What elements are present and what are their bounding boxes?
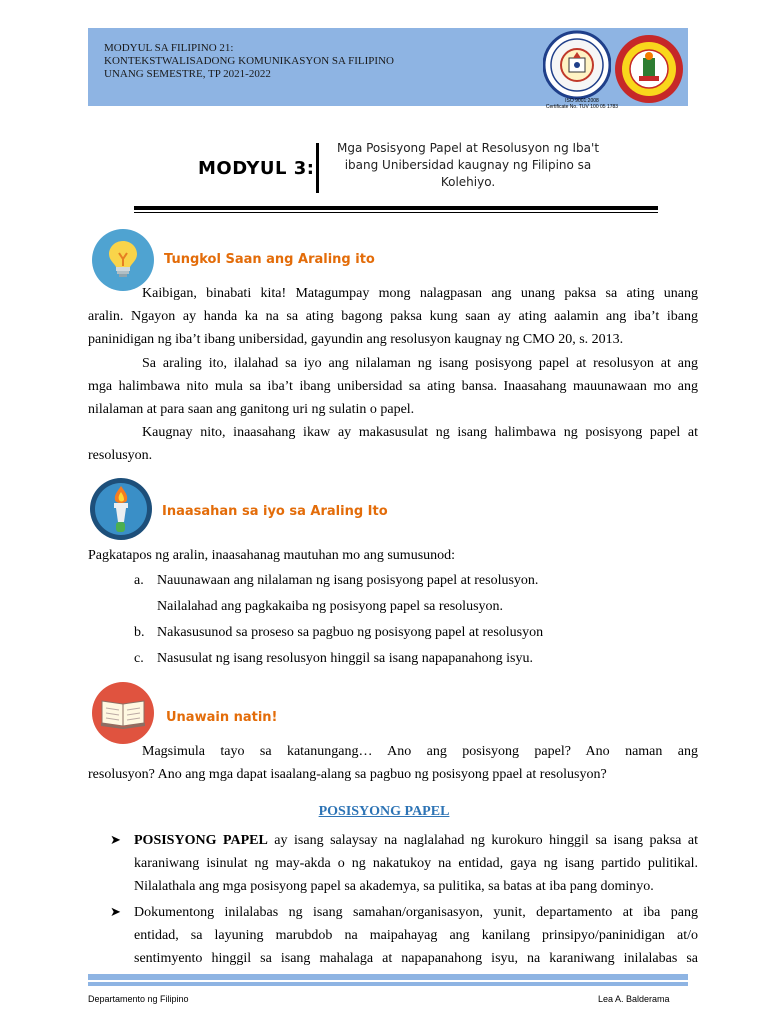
section3-paragraph-1	[88, 740, 698, 786]
arrow-bullet-icon: ➤	[110, 833, 121, 848]
university-seal-logo	[543, 30, 611, 100]
module-title-line-3: Kolehiyo.	[440, 175, 496, 189]
module-title	[328, 140, 608, 191]
module-label: MODYUL 3:	[198, 158, 315, 179]
section-heading-tungkol: Tungkol Saan ang Araling ito	[164, 252, 375, 267]
module-divider	[316, 143, 319, 193]
bullet-posisyong-papel	[134, 829, 698, 898]
header-line-1: MODYUL SA FILIPINO 21:	[104, 42, 234, 54]
list-item: Nakasusunod sa proseso sa pagbuo ng posisyong papel at resolusyon	[157, 625, 544, 640]
iso-certificate-number: Certificate No. TUV 100 05 1783	[545, 104, 619, 110]
list-marker: c.	[134, 651, 144, 666]
footer-band-thin	[88, 982, 688, 986]
arrow-bullet-icon: ➤	[110, 905, 121, 920]
section1-paragraph-1	[88, 282, 698, 351]
iso-certificate	[537, 98, 627, 110]
text-line: aralin. Ngayon ay handa ka na sa ating bagong paksa kung saan ay ating aalamin ang iba’t ibang	[88, 309, 698, 324]
footer-author: Lea A. Balderama	[598, 994, 670, 1004]
text-line: entidad, sa layuning marubdob na maipahayag ang kanilang prinsipyo/paninidigan at/o	[134, 928, 698, 943]
title-rule-thin	[134, 212, 658, 213]
text-line: resolusyon.	[88, 448, 153, 463]
text-line: mga halimbawa nito mula sa iba’t ibang unibersidad sa ating bansa. Inaasahang mauunawaan mo ang	[88, 379, 698, 394]
objectives-intro: Pagkatapos ng aralin, inaasahanag mautuhan mo ang sumusunod:	[88, 548, 456, 563]
list-item: Nasusulat ng isang resolusyon hinggil sa isang napapanahong isyu.	[157, 651, 534, 666]
header-text	[104, 42, 394, 81]
list-marker: b.	[134, 625, 145, 640]
subheading-posisyong-papel: POSISYONG PAPEL	[318, 804, 450, 819]
college-seal-logo	[614, 34, 684, 104]
text-line: Nilalathala ang mga posisyong papel sa akademya, sa pulitika, sa batas at iba pang dominyo.	[134, 879, 654, 894]
list-item: Nailalahad ang pagkakaiba ng posisyong papel sa resolusyon.	[157, 599, 504, 614]
bullet-dokumento	[134, 901, 698, 970]
footer-department: Departamento ng Filipino	[88, 994, 189, 1004]
text-line: Kaibigan, binabati kita! Matagumpay mong nalagpasan ang unang paksa sa ating unang	[142, 286, 698, 301]
book-icon	[92, 682, 154, 744]
section1-paragraph-3	[88, 421, 698, 467]
iso-number: ISO 9001:2008	[565, 98, 599, 104]
section1-paragraph-2	[88, 352, 698, 421]
header-line-3: UNANG SEMESTRE, TP 2021-2022	[104, 68, 271, 80]
text-line: resolusyon? Ano ang mga dapat isaalang-alang sa pagbuo ng posisyong ppael at resolusyon?	[88, 767, 607, 782]
text-line: paninidigan ng iba’t ibang unibersidad, gayundin ang resolusyon kaugnay ng CMO 20, s. 2013.	[88, 332, 624, 347]
module-title-line-2: ibang Unibersidad kaugnay ng Filipino sa	[344, 158, 592, 172]
text-line: Magsimula tayo sa katanungang… Ano ang posisyong papel? Ano naman ang	[142, 744, 698, 759]
list-marker: a.	[134, 573, 144, 588]
header-line-2: KONTEKSTWALISADONG KOMUNIKASYON SA FILIPINO	[104, 55, 394, 67]
torch-icon	[90, 478, 152, 540]
text-run: ay isang salaysay na naglalahad ng kurokuro hinggil sa isang paksa at	[267, 833, 698, 848]
text-line: karaniwang isinulat ng may-akda o ng nakatukoy na entidad, gaya ng isang partido pulitikal.	[134, 856, 698, 871]
text-line: nilalaman at para saan ang ganitong uri ng sulatin o papel.	[88, 402, 415, 417]
bold-term: POSISYONG PAPEL	[134, 833, 268, 848]
footer-band	[88, 974, 688, 980]
text-line: Sa araling ito, ilalahad sa iyo ang nilalaman ng isang posisyong papel at resolusyon at ang	[142, 356, 698, 371]
text-line: sentimyento hinggil sa isang mahalaga at napapanahong isyu, na karaniwang inilalabas sa	[134, 951, 698, 966]
text-line: Kaugnay nito, inaasahang ikaw ay makasusulat ng isang halimbawa ng posisyong papel at	[142, 425, 698, 440]
section-heading-unawain: Unawain natin!	[166, 710, 278, 725]
module-title-line-1: Mga Posisyong Papel at Resolusyon ng Iba't	[336, 141, 600, 155]
list-item: Nauunawaan ang nilalaman ng isang posisyong papel at resolusyon.	[157, 573, 539, 588]
section-heading-inaasahan: Inaasahan sa iyo sa Araling Ito	[162, 504, 388, 519]
title-rule-thick	[134, 206, 658, 210]
text-line	[134, 829, 698, 852]
text-line: Dokumentong inilalabas ng isang samahan/organisasyon, yunit, departamento at iba pang	[134, 905, 698, 920]
